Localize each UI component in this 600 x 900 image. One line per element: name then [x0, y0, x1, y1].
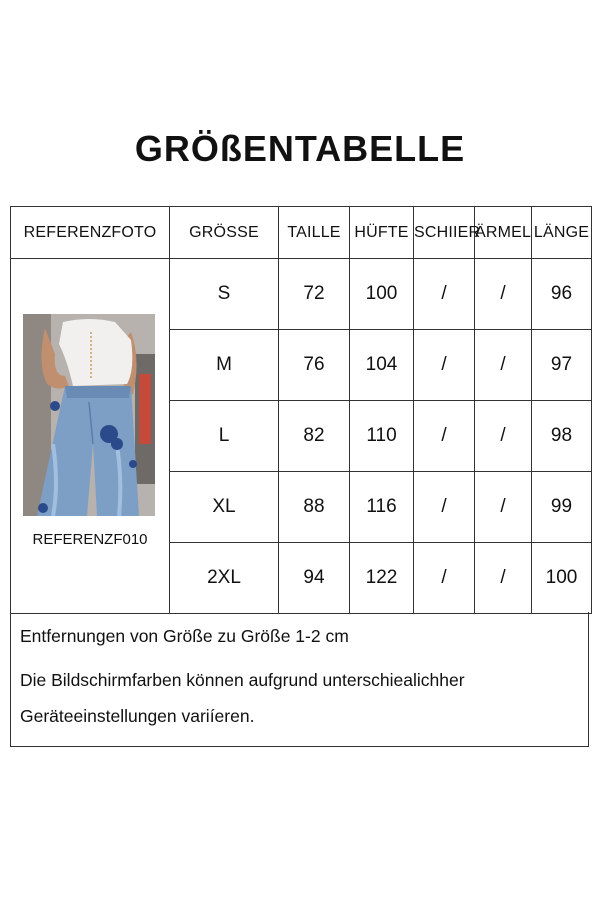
- schiier-cell: /: [414, 543, 475, 614]
- aermel-cell: /: [475, 401, 532, 472]
- laenge-cell: 99: [532, 472, 592, 543]
- aermel-cell: /: [475, 330, 532, 401]
- schiier-cell: /: [414, 259, 475, 330]
- note-screen-colors: Die Bildschirmfarben können aufgrund unterschiealichher: [20, 670, 465, 690]
- aermel-cell: /: [475, 543, 532, 614]
- huefte-cell: 116: [350, 472, 414, 543]
- huefte-cell: 104: [350, 330, 414, 401]
- schiier-cell: /: [414, 472, 475, 543]
- note-size-tolerance: Entfernungen von Größe zu Größe 1-2 cm: [20, 626, 349, 646]
- taille-cell: 88: [279, 472, 350, 543]
- aermel-cell: /: [475, 472, 532, 543]
- header-referenzfoto: REFERENZFOTO: [11, 207, 170, 259]
- notes-box: [10, 612, 589, 747]
- header-groesse: GRÖSSE: [170, 207, 279, 259]
- laenge-cell: 97: [532, 330, 592, 401]
- size-cell: S: [170, 259, 279, 330]
- size-cell: XL: [170, 472, 279, 543]
- schiier-cell: /: [414, 330, 475, 401]
- header-schiier: SCHIIER: [414, 207, 475, 259]
- reference-photo-caption: REFERENZF010: [32, 531, 148, 548]
- reference-photo-cell: [11, 259, 170, 614]
- taille-cell: 76: [279, 330, 350, 401]
- schiier-cell: /: [414, 401, 475, 472]
- laenge-cell: 98: [532, 401, 592, 472]
- note-device-settings: Geräteeinstellungen variíeren.: [20, 706, 255, 726]
- header-taille: TAILLE: [279, 207, 350, 259]
- header-laenge: LÄNGE: [532, 207, 592, 259]
- size-cell: M: [170, 330, 279, 401]
- laenge-cell: 96: [532, 259, 592, 330]
- header-aermel: ÄRMEL: [475, 207, 532, 259]
- page-title: GRÖßENTABELLE: [134, 128, 466, 169]
- table-header-row: [11, 207, 592, 259]
- aermel-cell: /: [475, 259, 532, 330]
- huefte-cell: 110: [350, 401, 414, 472]
- header-huefte: HÜFTE: [350, 207, 414, 259]
- size-table: [10, 206, 592, 614]
- taille-cell: 82: [279, 401, 350, 472]
- taille-cell: 94: [279, 543, 350, 614]
- taille-cell: 72: [279, 259, 350, 330]
- reference-photo: [23, 314, 155, 516]
- huefte-cell: 122: [350, 543, 414, 614]
- table-row: [11, 259, 592, 330]
- size-cell: L: [170, 401, 279, 472]
- size-cell: 2XL: [170, 543, 279, 614]
- laenge-cell: 100: [532, 543, 592, 614]
- huefte-cell: 100: [350, 259, 414, 330]
